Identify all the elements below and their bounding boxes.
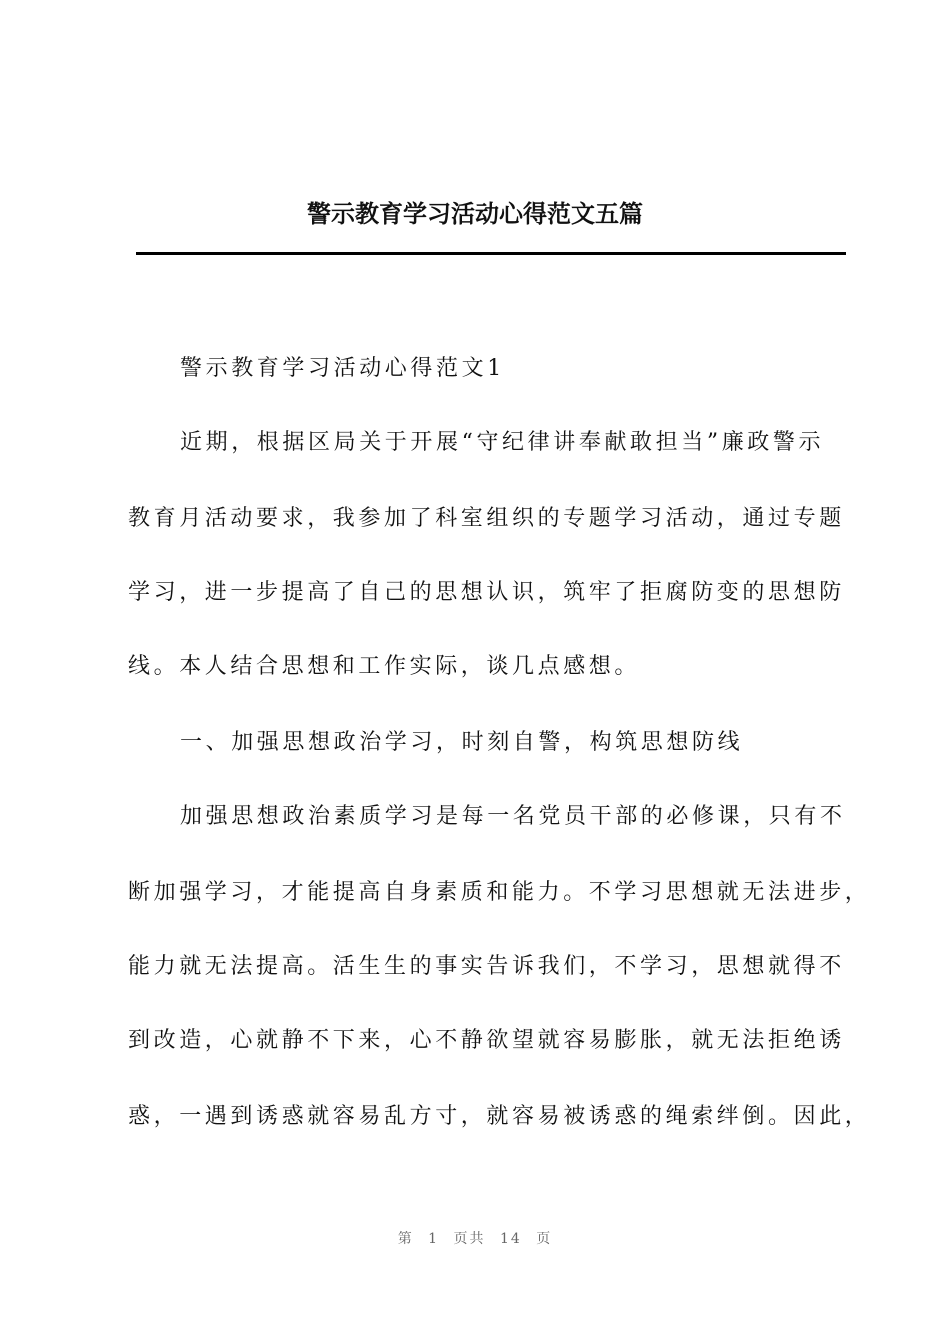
section-heading: 警示教育学习活动心得范文1 bbox=[180, 356, 505, 381]
page-number-footer: 第 1 页共 14 页 bbox=[397, 1231, 553, 1247]
paragraph-line: 惑，一遇到诱惑就容易乱方寸，就容易被诱惑的绳索绊倒。因此， bbox=[128, 1104, 871, 1129]
paragraph-line: 断加强学习，才能提高自身素质和能力。不学习思想就无法进步， bbox=[128, 880, 871, 905]
paragraph-line: 教育月活动要求，我参加了科室组织的专题学习活动，通过专题 bbox=[128, 506, 845, 531]
paragraph-line: 到改造，心就静不下来，心不静欲望就容易膨胀，就无法拒绝诱 bbox=[128, 1028, 845, 1053]
document-title: 警示教育学习活动心得范文五篇 bbox=[307, 199, 643, 228]
paragraph-line: 能力就无法提高。活生生的事实告诉我们，不学习，思想就得不 bbox=[128, 954, 845, 979]
title-underline-rule bbox=[136, 252, 846, 255]
paragraph-line: 学习，进一步提高了自己的思想认识，筑牢了拒腐防变的思想防 bbox=[128, 580, 845, 605]
paragraph-line: 加强思想政治素质学习是每一名党员干部的必修课，只有不 bbox=[180, 804, 846, 829]
paragraph-line: 线。本人结合思想和工作实际，谈几点感想。 bbox=[128, 654, 641, 679]
subheading-line: 一、加强思想政治学习，时刻自警，构筑思想防线 bbox=[180, 730, 744, 755]
paragraph-line: 近期，根据区局关于开展“守纪律讲奉献敢担当”廉政警示 bbox=[180, 430, 825, 455]
